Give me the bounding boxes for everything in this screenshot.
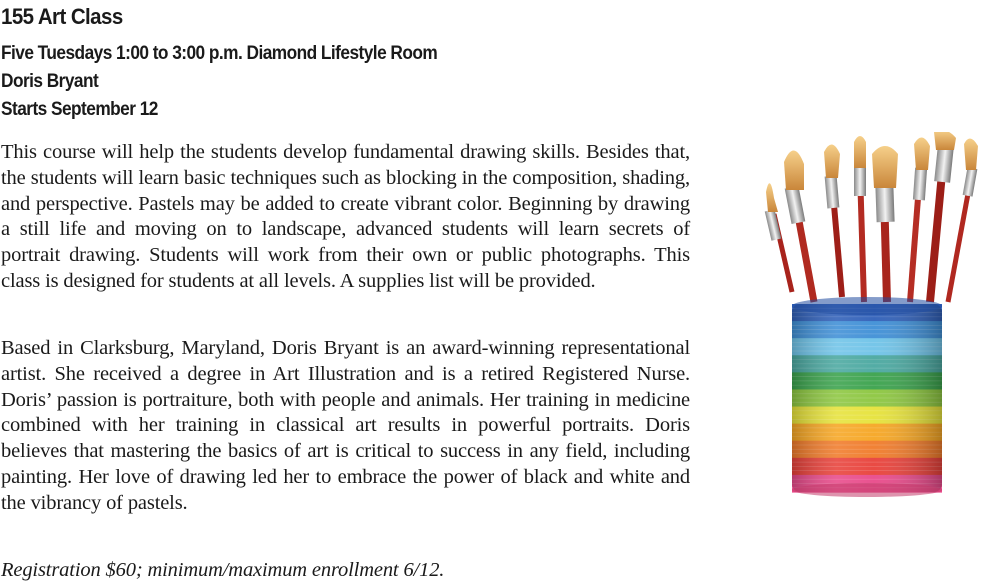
course-instructor: Doris Bryant bbox=[1, 71, 99, 92]
course-schedule: Five Tuesdays 1:00 to 3:00 p.m. Diamond Lifestyle Room bbox=[1, 43, 438, 64]
instructor-bio: Based in Clarksburg, Maryland, Doris Bryant is an award-winning representational artist. She received a degree in Art Illustration and is a retired Registered Nurse. Doris’ passion is portraiture, both with people and animals. Her training in medicine combined with her training in classical art results in powerful portraits. Doris believes that mastering the basics of art is critical to success in any field, including painting. Her love of drawing led her to embrace the power of black and white and the vibrancy of pastels. bbox=[1, 337, 690, 514]
course-description: This course will help the students develop fundamental drawing skills. Besides that, the students will learn basic techniques such as blocking in the composition, shading, and perspective. Pastels may be added to create vibrant color. Beginning by drawing a still life and moving on to landscape, advanced students will learn secrets of portrait drawing. Students will work from their own or public photographs. This class is designed for students at all levels. A supplies list will be provided. bbox=[1, 141, 690, 292]
registration-info: Registration $60; minimum/maximum enrollment 6/12. bbox=[1, 559, 445, 581]
course-start-date: Starts September 12 bbox=[1, 99, 158, 120]
course-title: 155 Art Class bbox=[1, 4, 123, 29]
paintbrush-jar-image bbox=[752, 132, 982, 502]
